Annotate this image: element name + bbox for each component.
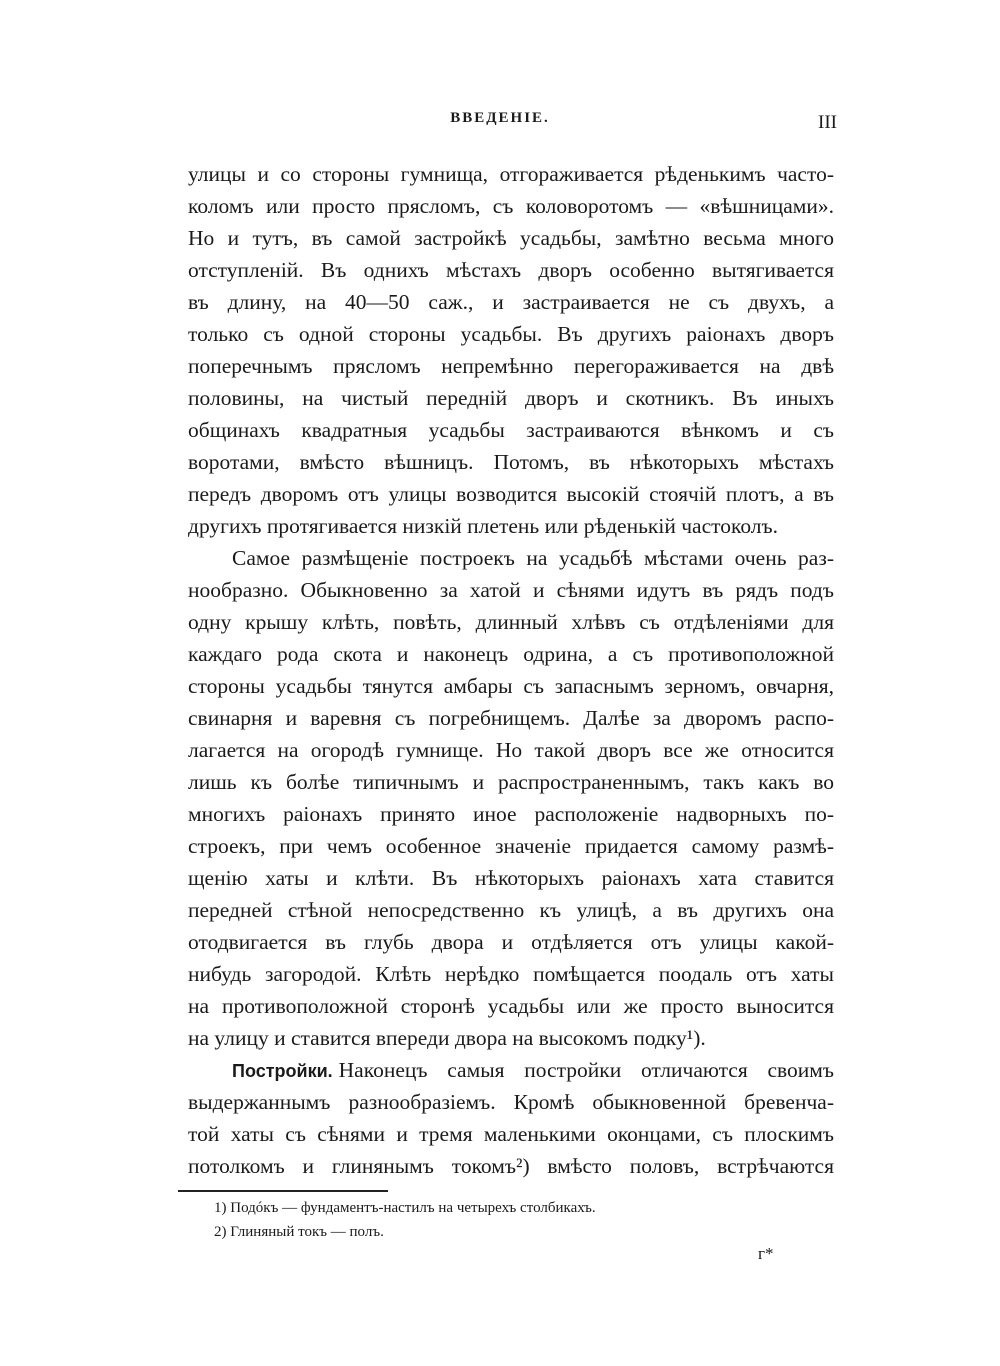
footnote-1: 1) Подóкъ — фундаментъ-настилъ на четырехъ столбикахъ. bbox=[214, 1200, 596, 1216]
footnote-divider bbox=[178, 1190, 388, 1192]
text-line bbox=[188, 510, 834, 542]
line-text: воротами, вмѣсто вѣшницъ. Потомъ, въ нѣкоторыхъ мѣстахъ bbox=[188, 450, 834, 474]
text-line bbox=[188, 670, 834, 702]
line-text: Но и тутъ, въ самой застройкѣ усадьбы, замѣтно весьма много bbox=[188, 226, 834, 250]
line-text: стороны усадьбы тянутся амбары съ запаснымъ зерномъ, овчарня, bbox=[188, 674, 834, 698]
line-text: строекъ, при чемъ особенное значеніе придается самому размѣ- bbox=[188, 834, 834, 858]
section-heading: Постройки. bbox=[232, 1061, 333, 1081]
line-text: въ длину, на 40—50 саж., и застраивается не съ двухъ, а bbox=[188, 290, 834, 314]
text-line bbox=[188, 350, 834, 382]
line-text: Наконецъ самыя постройки отличаются своимъ bbox=[338, 1058, 834, 1082]
text-line bbox=[188, 894, 834, 926]
text-line bbox=[188, 830, 834, 862]
text-line bbox=[188, 638, 834, 670]
line-text: отодвигается въ глубь двора и отдѣляется отъ улицы какой- bbox=[188, 930, 834, 954]
line-text: Самое размѣщеніе построекъ на усадьбѣ мѣстами очень раз- bbox=[232, 546, 834, 570]
line-text: лагается на огородѣ гумнище. Но такой дворъ все же относится bbox=[188, 738, 834, 762]
line-text: щенію хаты и клѣти. Въ нѣкоторыхъ раіонахъ хата ставится bbox=[188, 866, 834, 890]
line-text: выдержаннымъ разнообразіемъ. Кромѣ обыкновенной бревенча- bbox=[188, 1090, 834, 1114]
line-text: общинахъ квадратныя усадьбы застраиваются вѣнкомъ и съ bbox=[188, 418, 834, 442]
text-line bbox=[188, 158, 834, 190]
line-text: коломъ или просто прясломъ, съ коловоротомъ — «вѣшницами». bbox=[188, 194, 834, 218]
text-line bbox=[188, 254, 834, 286]
line-text: передней стѣной непосредственно къ улицѣ, а въ другихъ она bbox=[188, 898, 834, 922]
text-line bbox=[188, 734, 834, 766]
text-line bbox=[188, 606, 834, 638]
text-line bbox=[188, 1086, 834, 1118]
line-text: половины, на чистый передній дворъ и скотникъ. Въ иныхъ bbox=[188, 386, 834, 410]
line-text: каждаго рода скота и наконецъ одрина, а съ противоположной bbox=[188, 642, 834, 666]
line-text: многихъ раіонахъ принято иное расположеніе надворныхъ по- bbox=[188, 802, 834, 826]
line-text: свинарня и варевня съ погребнищемъ. Далѣе за дворомъ распо- bbox=[188, 706, 834, 730]
line-text: лишь къ болѣе типичнымъ и распространеннымъ, такъ какъ во bbox=[188, 770, 834, 794]
text-line bbox=[188, 1054, 834, 1086]
body-text bbox=[188, 158, 834, 1182]
text-line bbox=[188, 958, 834, 990]
text-line bbox=[188, 990, 834, 1022]
text-line bbox=[188, 862, 834, 894]
text-line bbox=[188, 414, 834, 446]
text-line bbox=[188, 190, 834, 222]
line-text: той хаты съ сѣнями и тремя маленькими оконцами, съ плоскимъ bbox=[188, 1122, 834, 1146]
line-text: поперечнымъ прясломъ непремѣнно перегораживается на двѣ bbox=[188, 354, 834, 378]
line-text: одну крышу клѣть, повѣть, длинный хлѣвъ съ отдѣленіями для bbox=[188, 610, 834, 634]
text-line bbox=[188, 574, 834, 606]
text-line bbox=[188, 222, 834, 254]
line-text: передъ дворомъ отъ улицы возводится высокій стоячій плотъ, а въ bbox=[188, 482, 834, 506]
text-line bbox=[188, 446, 834, 478]
text-line bbox=[188, 798, 834, 830]
text-line bbox=[188, 318, 834, 350]
line-text: на улицу и ставится впереди двора на высокомъ подку¹). bbox=[188, 1026, 706, 1050]
line-text: только съ одной стороны усадьбы. Въ другихъ раіонахъ дворъ bbox=[188, 322, 834, 346]
line-text: другихъ протягивается низкій плетень или рѣденькій частоколъ. bbox=[188, 514, 779, 538]
line-text: нообразно. Обыкновенно за хатой и сѣнями идутъ въ рядъ подъ bbox=[188, 578, 834, 602]
text-line bbox=[188, 542, 834, 574]
line-text: нибудь загородой. Клѣть нерѣдко помѣщается поодаль отъ хаты bbox=[188, 962, 834, 986]
text-line bbox=[188, 766, 834, 798]
footnote-2: 2) Глиняный токъ — полъ. bbox=[214, 1224, 384, 1240]
running-header: ВВЕДЕНІЕ. bbox=[450, 110, 550, 126]
text-line bbox=[188, 286, 834, 318]
line-text: отступленій. Въ однихъ мѣстахъ дворъ особенно вытягивается bbox=[188, 258, 834, 282]
text-line bbox=[188, 1150, 834, 1182]
text-line bbox=[188, 926, 834, 958]
line-text: улицы и со стороны гумнища, отгораживается рѣденькимъ часто- bbox=[188, 162, 834, 186]
text-line bbox=[188, 1022, 834, 1054]
text-line bbox=[188, 702, 834, 734]
text-line bbox=[188, 478, 834, 510]
page-number: III bbox=[818, 112, 837, 133]
text-line bbox=[188, 1118, 834, 1150]
text-line bbox=[188, 382, 834, 414]
line-text: на противоположной сторонѣ усадьбы или же просто выносится bbox=[188, 994, 834, 1018]
signature-mark: г* bbox=[758, 1244, 774, 1263]
line-text: потолкомъ и глинянымъ токомъ²) вмѣсто половъ, встрѣчаются bbox=[188, 1154, 834, 1178]
